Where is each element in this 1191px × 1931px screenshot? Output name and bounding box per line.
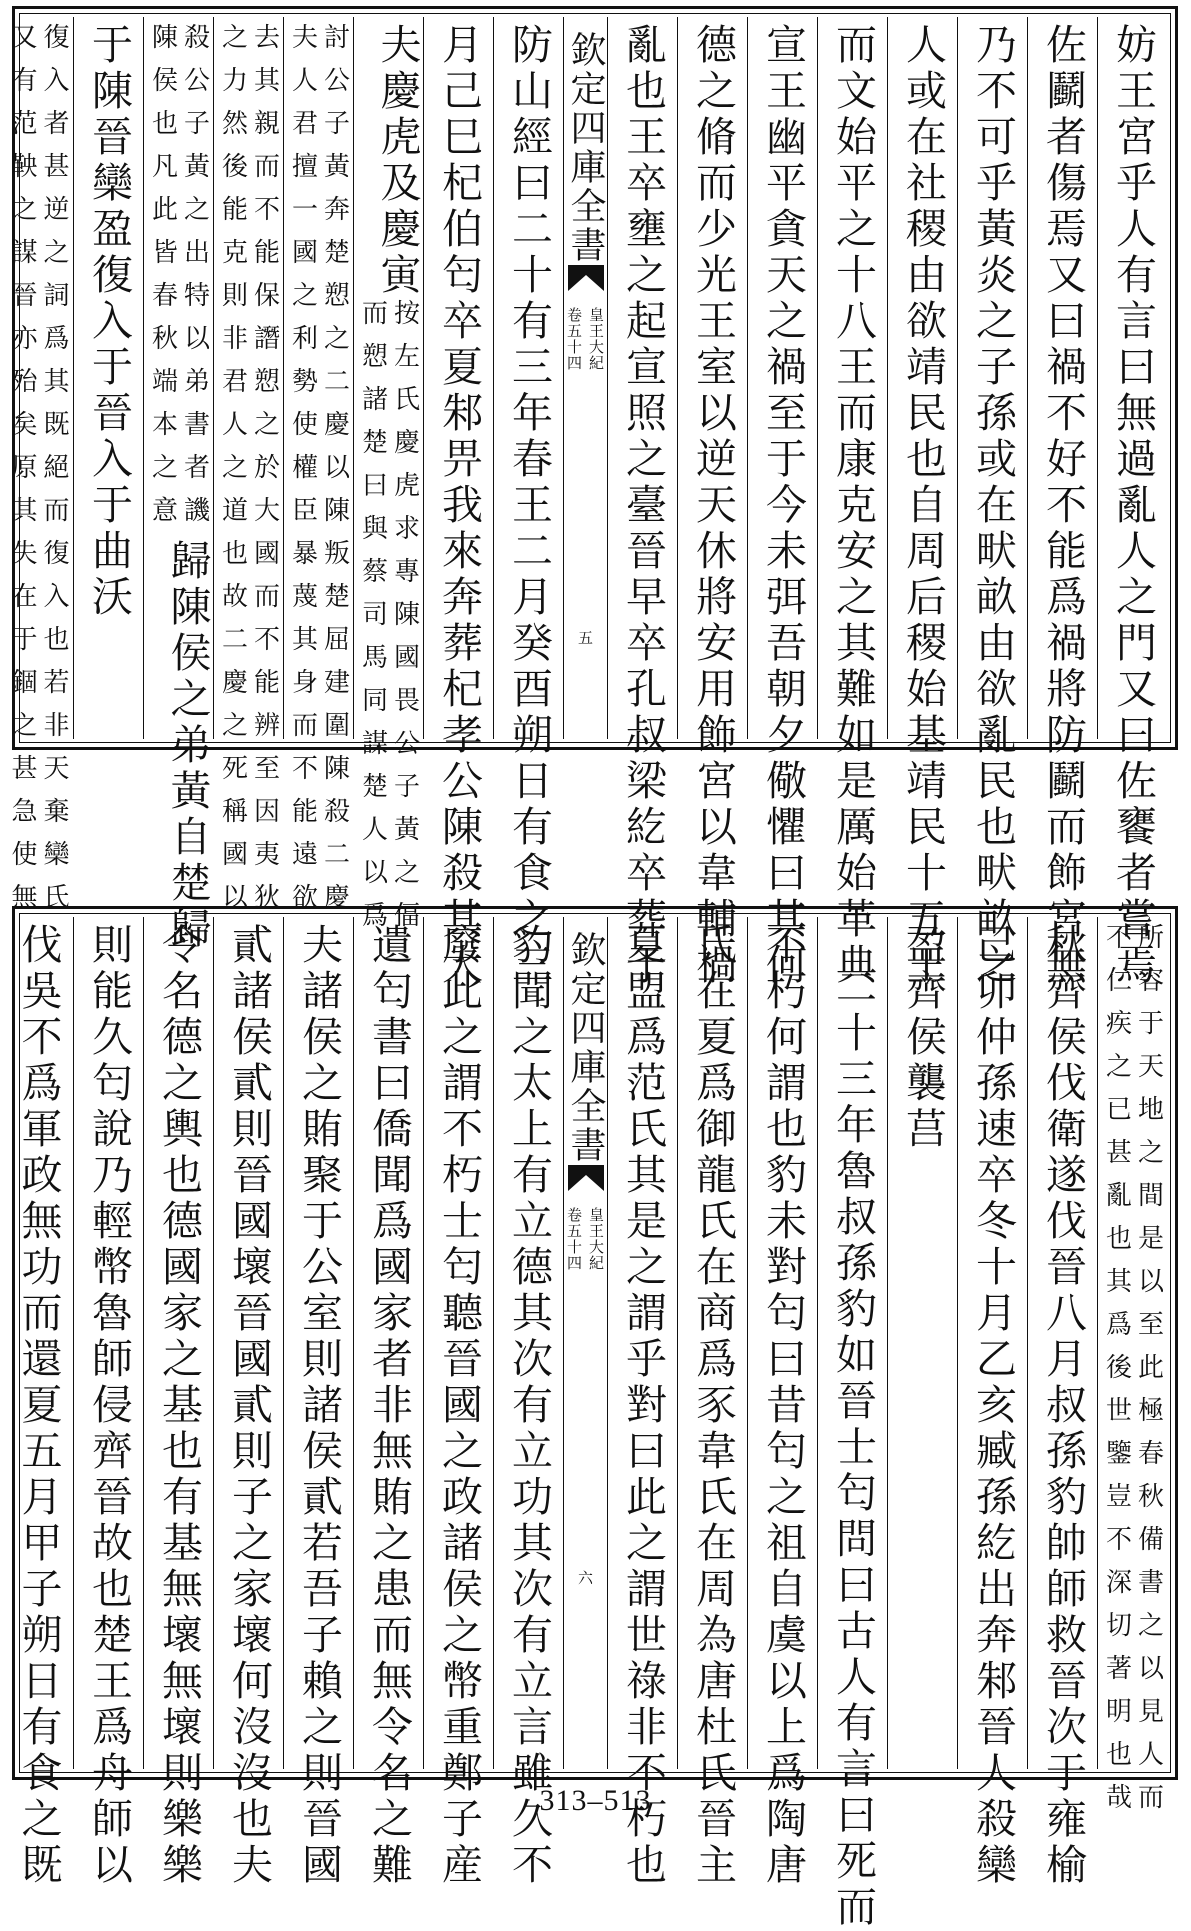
commentary-column: 所容于天地之間是以至此極春秋備書之以見人而 不仁疾之已甚亂也其爲後世鑒豈不深切著明也哉 [1097,917,1167,1769]
section-title: 皇王大紀 [587,307,605,371]
text-column: 妨王宮乎人有言曰無過亂人之門又曰佐饔者嘗焉 [1097,17,1167,739]
section-label [564,307,607,371]
section-label [564,1207,607,1271]
text-column: 月己巳杞伯匄卒夏邾畀我來奔葬杞孝公陳殺其大 [423,17,493,739]
text-column: 盈齊侯襲莒 [887,917,957,1769]
page-number: 五 [577,629,593,647]
text-column: 遺匄書曰僑聞爲國家者非無賄之患而無令名之難 [353,917,423,1769]
text-column: 宣王幽平貪天之禍至于今未弭吾朝夕儆懼曰其何 [747,17,817,739]
center-fold-column [563,917,607,1769]
text-column: 乃不可乎黃炎之子孫或在畎畝由欲亂民也畎畝之 [957,17,1027,739]
text-column: 伐吳不爲軍政無功而還夏五月甲子朔日有食之既 [14,923,63,1889]
fishtail-mark-icon [568,1165,604,1191]
page-footer-number: 313–513 [539,1784,652,1817]
text-column: 而文始平之十八王而康克安之其難如是厲始革典 [817,17,887,739]
text-column: 秋齊侯伐衛遂伐晉八月叔孫豹帥師救晉次于雍榆 [1027,917,1097,1769]
text-column: 防山經曰二十有三年春王二月癸酉朔日有食之三 [493,17,563,739]
upper-page [7,6,1178,989]
center-fold-column [563,17,607,739]
book-title: 欽定四庫全書 [565,31,606,265]
text-column: 二十三年魯叔孫豹如晉士匄問曰古人有言曰死而 [817,917,887,1769]
text-column: 人或在社稷由欲靖民也自周后稷始基靖民十五王 [887,17,957,739]
book-title: 欽定四庫全書 [565,931,606,1165]
text-column: 己卯仲孫速卒冬十月乙亥臧孫紇出奔邾晉人殺欒 [957,917,1027,1769]
text-column: 氏在夏爲御龍氏在商爲豕韋氏在周為唐杜氏晉主 [677,917,747,1769]
section-volume: 卷五十四 [565,307,583,371]
text-column: 則能久匄說乃輕幣魯師侵齊晉故也楚王爲舟師以 [73,917,143,1769]
text-column: 德之脩而少光王室以逆天休將安用飾宮以韋輔禍 [677,17,747,739]
text-column: 佐鬬者傷焉又曰禍不好不能爲禍將防鬬而飾宮無 [1027,17,1097,739]
commentary-column: 討公子黃奔楚愬之二慶以陳叛楚屈建圍陳殺二慶 夫人君擅一國之利勢使權臣暴蔑其身而不能遠欲 [283,17,353,739]
text-column: 于陳晉欒盈復入于晉入于曲沃 [73,17,143,739]
text-column: 夏盟爲范氏其是之謂乎對曰此之謂世祿非不朽也 [607,917,677,1769]
upper-columns [7,17,1167,989]
section-volume: 卷五十四 [565,1207,583,1271]
fishtail-mark-icon [568,265,604,291]
text-column: 貳諸侯貳則晉國壞晉國貳則子之家壞何沒沒也夫 [213,917,283,1769]
text-column: 豹聞之太上有立德其次有立功其次有立言雖久不 [493,917,563,1769]
text-column: 亂也王卒壅之起宣照之臺晉早卒孔叔梁紇卒葬于 [607,17,677,739]
commentary-column: 去其親而不能保譖愬之於大國而不能辨至因夷狄 之力然後能克則非君人之道也故二慶之死稱國以 [213,17,283,739]
page-number: 六 [577,1569,593,1587]
text-column-with-note: 殺公子黃之出特以弟書者譏 陳侯也凡此皆春秋端本之意 歸陳侯之弟黃自楚歸 [143,17,213,739]
text-column: 廢此之謂不朽士匄聽晉國之政諸侯之幣重鄭子産 [423,917,493,1769]
text-column-with-note: 夫慶虎及慶寅 按左氏慶虎求專陳國畏公子黃之偪 而愬諸楚曰與蔡司馬同謀楚人以爲 [353,17,423,739]
text-column: 夫諸侯之賄聚于公室則諸侯貳若吾子賴之則晉國 [283,917,353,1769]
commentary-column: 復入者甚逆之詞爲其既絕而復入也若非天棄欒氏 又有范鞅之謀晉亦殆矣原其失在于錮之甚急使無 [7,23,69,926]
section-title: 皇王大紀 [587,1207,605,1271]
text-column: 不朽何謂也豹未對匄曰昔匄之祖自虞以上爲陶唐 [747,917,817,1769]
text-column: 令名德之輿也德國家之基也有基無壞無壞則樂樂 [143,917,213,1769]
